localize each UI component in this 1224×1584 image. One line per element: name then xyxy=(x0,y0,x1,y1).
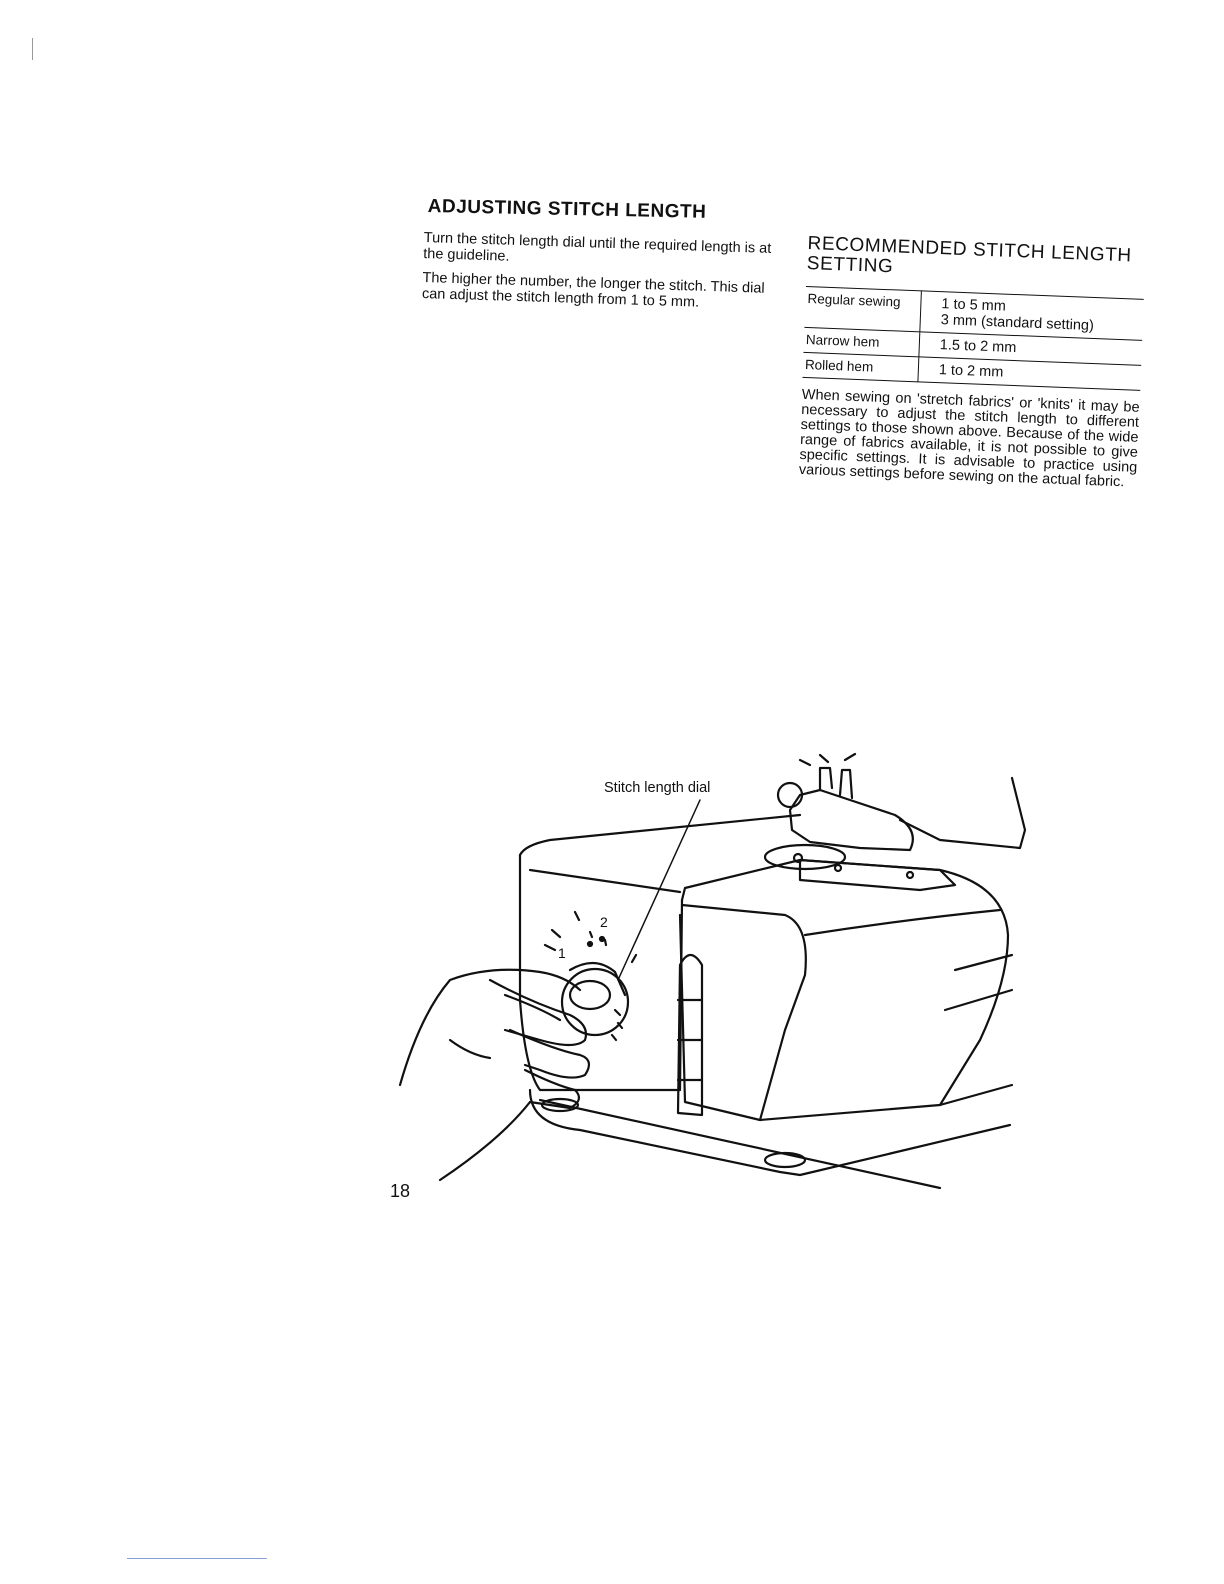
length-range: 1 to 5 mm xyxy=(941,296,1007,315)
thread-tension-knob xyxy=(778,783,802,807)
dial-mark-1: 1 xyxy=(558,945,566,961)
recommended-settings-column xyxy=(798,234,1148,505)
section-heading-recommended-setting: RECOMMENDED STITCH LENGTH SETTING xyxy=(806,233,1133,278)
dial-mark-2: 2 xyxy=(600,914,608,930)
needle-plate xyxy=(800,860,955,890)
front-cover xyxy=(680,860,1008,1120)
length-standard: 3 mm (standard setting) xyxy=(940,312,1095,335)
needle-plate-oval xyxy=(765,845,845,869)
instructions-column xyxy=(421,230,779,321)
presser-foot xyxy=(790,790,913,850)
scan-edge-mark xyxy=(32,38,33,60)
stitch-length-dial-label: Stitch length dial xyxy=(604,780,711,796)
machine-base xyxy=(530,1090,1010,1175)
stitch-length-table xyxy=(802,286,1143,391)
instruction-paragraph-1: Turn the stitch length dial until the required length is at the guideline. xyxy=(422,230,772,265)
machine-foot-right xyxy=(765,1153,805,1167)
sewing-machine-illustration xyxy=(380,740,1030,1190)
instruction-paragraph-2: The higher the number, the longer the stitch. This dial can adjust the stitch length from 1 to 5 mm. xyxy=(421,269,765,311)
length-value-cell: 1 to 2 mm xyxy=(918,357,1141,391)
footer-rule xyxy=(127,1558,267,1559)
hand xyxy=(400,970,580,1085)
fabric-type-cell: Rolled hem xyxy=(802,352,918,381)
fabric-type-cell: Regular sewing xyxy=(804,286,921,331)
length-value-cell: 1.5 to 2 mm xyxy=(919,332,1142,366)
machine-top-edge xyxy=(520,815,800,855)
page-number: 18 xyxy=(390,1181,411,1201)
stretch-fabric-note: When sewing on 'stretch fabrics' or 'knits' it may be necessary to adjust the stitch length to different settings to those shown above. Because of the wide range of fabrics available, it is not possible to give specific settings. It is advisable to practice using various settings before sewing on the actual fabric. xyxy=(798,386,1140,491)
fabric-type-cell: Narrow hem xyxy=(803,327,919,356)
dial-leader-line xyxy=(618,800,700,980)
section-heading-adjusting-stitch-length: ADJUSTING STITCH LENGTH xyxy=(427,196,707,223)
